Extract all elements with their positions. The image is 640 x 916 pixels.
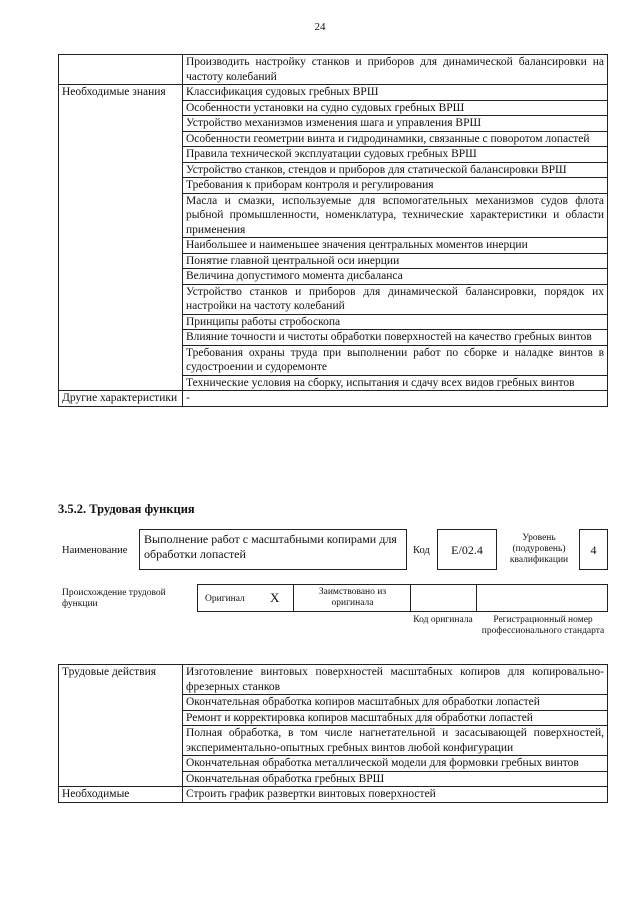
row-item: Полная обработка, в том числе нагнетательной и засасывающей поверхностей, экспериментально-опытных гребных винтов любой конфигурации xyxy=(183,726,608,756)
code-original-caption: Код оригинала xyxy=(413,615,473,625)
level-box xyxy=(579,529,608,570)
row-item: Особенности установки на судно судовых гребных ВРШ xyxy=(183,100,608,116)
origin-divider xyxy=(293,584,294,612)
code-label: Код xyxy=(413,545,430,556)
name-box xyxy=(139,529,407,570)
row-item: Требования охраны труда при выполнении работ по сборке и наладке винтов в судостроении и судоремонте xyxy=(183,345,608,375)
row-item: Изготовление винтовых поверхностей масштабных копиров для копировально-фрезерных станков xyxy=(183,665,608,695)
row-item: Окончательная обработка копиров масштабных для обработки лопастей xyxy=(183,695,608,711)
level-value: 4 xyxy=(590,543,597,557)
origin-divider xyxy=(476,584,477,612)
row-item: Влияние точности и чистоты обработки поверхностей на качество гребных винтов xyxy=(183,330,608,346)
section-heading: 3.5.2. Трудовая функция xyxy=(58,502,195,516)
table-row xyxy=(59,665,608,695)
row-item: Технические условия на сборку, испытания и сдачу всех видов гребных винтов xyxy=(183,375,608,391)
row-item: Устройство станков, стендов и приборов для статической балансировки ВРШ xyxy=(183,162,608,178)
row-item: Устройство механизмов изменения шага и управления ВРШ xyxy=(183,116,608,132)
row-item: Ремонт и корректировка копиров масштабных для обработки лопастей xyxy=(183,710,608,726)
row-item: Наибольшее и наименьшее значения центральных моментов инерции xyxy=(183,238,608,254)
row-category: Трудовые действия xyxy=(59,665,183,787)
table-row xyxy=(59,391,608,407)
reg-number-caption: Регистрационный номер профессионального стандарта xyxy=(481,615,605,636)
row-item: Производить настройку станков и приборов для динамической балансировки на частоту колебаний xyxy=(183,55,608,85)
borrowed-label: Заимствовано из оригинала xyxy=(318,587,387,608)
name-label: Наименование xyxy=(62,545,128,556)
function-name: Выполнение работ с масштабными копирами для обработки лопастей xyxy=(144,532,397,561)
origin-label: Происхождение трудовой функции xyxy=(62,588,166,609)
labor-actions-table xyxy=(58,664,608,803)
original-label: Оригинал xyxy=(205,594,245,604)
origin-divider xyxy=(410,584,411,612)
row-item: Строить график развертки винтовых поверхностей xyxy=(183,787,608,803)
level-label: Уровень (подуровень) квалификации xyxy=(509,533,569,565)
row-category xyxy=(59,55,183,85)
table-row xyxy=(59,85,608,101)
code-value: E/02.4 xyxy=(451,543,483,557)
original-mark: X xyxy=(270,590,280,605)
row-item: Окончательная обработка гребных ВРШ xyxy=(183,771,608,787)
row-item: Устройство станков и приборов для динамической балансировки, порядок их настройки на частоту колебаний xyxy=(183,284,608,314)
row-item: Правила технической эксплуатации судовых гребных ВРШ xyxy=(183,147,608,163)
row-item: Окончательная обработка металлической модели для формовки гребных винтов xyxy=(183,756,608,772)
row-item: Требования к приборам контроля и регулирования xyxy=(183,178,608,194)
code-box xyxy=(437,529,497,570)
row-item: Величина допустимого момента дисбаланса xyxy=(183,269,608,285)
table-row xyxy=(59,787,608,803)
row-item: Классификация судовых гребных ВРШ xyxy=(183,85,608,101)
row-category: Необходимые знания xyxy=(59,85,183,391)
row-item: Понятие главной центральной оси инерции xyxy=(183,253,608,269)
row-item: Особенности геометрии винта и гидродинамики, связанные с поворотом лопастей xyxy=(183,131,608,147)
table-row xyxy=(59,55,608,85)
row-category: Необходимые xyxy=(59,787,183,803)
row-item: Масла и смазки, используемые для вспомогательных механизмов судов флота рыбной промышленности, номенклатура, технические характеристики и области применения xyxy=(183,193,608,238)
page-number: 24 xyxy=(314,21,326,33)
row-item: Принципы работы стробоскопа xyxy=(183,314,608,330)
row-item: - xyxy=(183,391,608,407)
row-category: Другие характеристики xyxy=(59,391,183,407)
knowledge-table xyxy=(58,54,608,407)
